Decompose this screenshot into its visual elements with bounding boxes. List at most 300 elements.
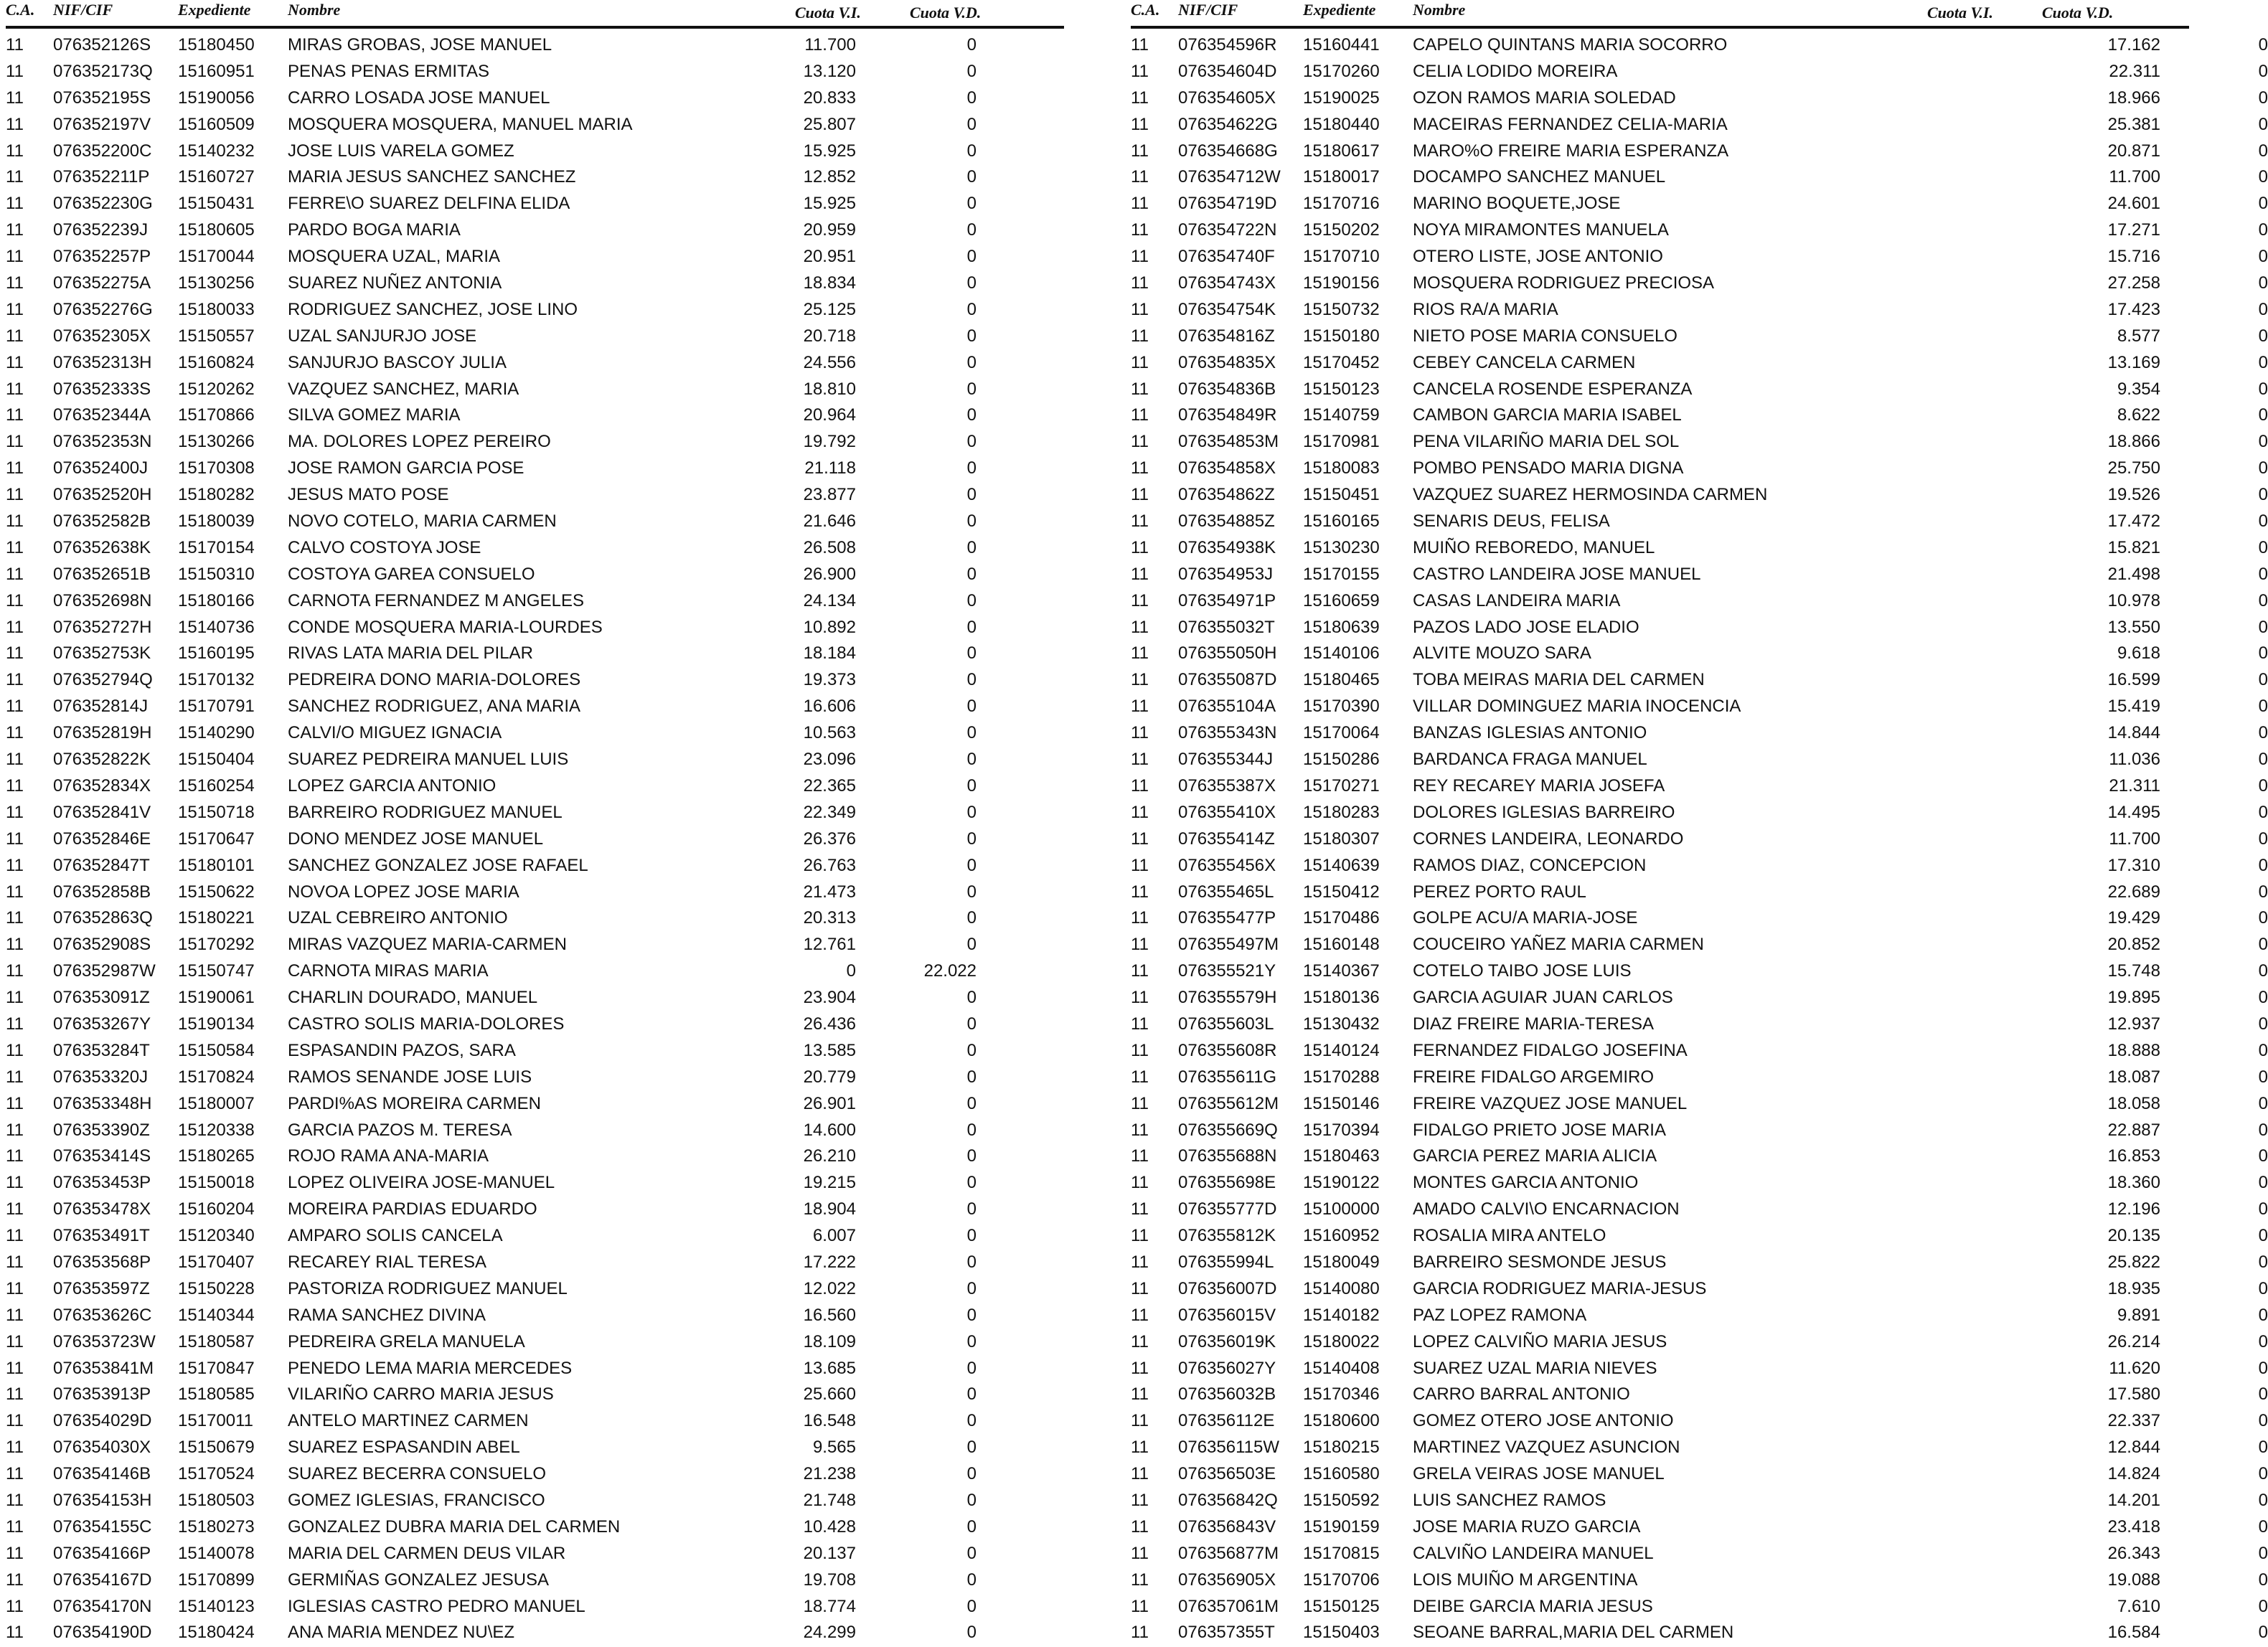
cell-cuota-vd: 0 — [966, 750, 977, 770]
cell-expediente: 15170271 — [1303, 775, 1380, 796]
cell-ca: 11 — [1131, 670, 1149, 690]
cell-cuota-vd: 0 — [2258, 167, 2268, 187]
cell-cuota-vd: 0 — [2258, 750, 2268, 770]
cell-expediente: 15180282 — [178, 485, 255, 505]
cell-nombre: UZAL CEBREIRO ANTONIO — [288, 908, 508, 928]
cell-nombre: NIETO POSE MARIA CONSUELO — [1413, 326, 1678, 346]
cell-expediente: 15140123 — [178, 1596, 255, 1616]
table-row — [6, 585, 1064, 611]
cell-nombre: DOCAMPO SANCHEZ MANUEL — [1413, 167, 1666, 187]
cell-nif: 076352834X — [53, 775, 151, 796]
cell-cuota-vd: 0 — [2258, 273, 2268, 293]
cell-ca: 11 — [1131, 1067, 1149, 1087]
table-row — [6, 1008, 1064, 1034]
cell-nombre: GARCIA PAZOS M. TERESA — [288, 1120, 512, 1140]
cell-nombre: TOBA MEIRAS MARIA DEL CARMEN — [1413, 670, 1705, 690]
table-row — [1131, 373, 2268, 400]
cell-nif: 076353913P — [53, 1384, 151, 1405]
table-row — [1131, 1273, 2268, 1299]
cell-expediente: 15180136 — [1303, 988, 1380, 1008]
cell-nombre: GARCIA AGUIAR JUAN CARLOS — [1413, 988, 1673, 1008]
cell-nombre: SANCHEZ RODRIGUEZ, ANA MARIA — [288, 697, 581, 717]
cell-nif: 076352908S — [53, 935, 151, 955]
cell-expediente: 15170524 — [178, 1464, 255, 1484]
cell-nif: 076352275A — [53, 273, 151, 293]
cell-nombre: RIVAS LATA MARIA DEL PILAR — [288, 643, 533, 664]
cell-nombre: NOVOA LOPEZ JOSE MARIA — [288, 882, 519, 902]
cell-nif: 076355050H — [1178, 643, 1277, 664]
cell-cuota-vi: 10.428 — [803, 1516, 856, 1537]
cell-cuota-vi: 14.824 — [2107, 1464, 2160, 1484]
cell-ca: 11 — [1131, 908, 1149, 928]
cell-cuota-vi: 26.901 — [803, 1093, 856, 1113]
cell-nif: 076354971P — [1178, 590, 1276, 610]
cell-ca: 11 — [1131, 405, 1149, 425]
cell-nif: 076353597Z — [53, 1278, 150, 1298]
cell-cuota-vd: 0 — [966, 988, 977, 1008]
cell-ca: 11 — [1131, 775, 1149, 796]
cell-nif: 076353723W — [53, 1331, 156, 1351]
cell-ca: 11 — [6, 220, 24, 240]
cell-ca: 11 — [6, 61, 24, 81]
cell-cuota-vd: 0 — [966, 855, 977, 875]
cell-ca: 11 — [6, 1252, 24, 1272]
cell-nif: 076355032T — [1178, 617, 1275, 637]
cell-cuota-vd: 0 — [966, 1014, 977, 1034]
cell-cuota-vi: 26.436 — [803, 1014, 856, 1034]
cell-nif: 076352814J — [53, 697, 149, 717]
table-row — [6, 55, 1064, 82]
cell-cuota-vd: 0 — [966, 670, 977, 690]
cell-nombre: BARREIRO RODRIGUEZ MANUEL — [288, 802, 563, 822]
table-row — [6, 29, 1064, 55]
cell-nif: 076352819H — [53, 723, 152, 743]
cell-ca: 11 — [6, 35, 24, 55]
cell-nif: 076355669Q — [1178, 1120, 1278, 1140]
cell-cuota-vd: 0 — [966, 35, 977, 55]
header-cuota-vi: Cuota V.I. — [1927, 4, 1993, 22]
cell-nombre: MOREIRA PARDIAS EDUARDO — [288, 1199, 537, 1219]
cell-nif: 076352841V — [53, 802, 151, 822]
table-row — [1131, 1564, 2268, 1590]
cell-nombre: MIRAS VAZQUEZ MARIA-CARMEN — [288, 935, 567, 955]
header-cuota-vi: Cuota V.I. — [795, 4, 861, 22]
cell-cuota-vd: 0 — [2258, 1305, 2268, 1325]
cell-expediente: 15170394 — [1303, 1120, 1380, 1140]
cell-nombre: GOLPE ACU/A MARIA-JOSE — [1413, 908, 1638, 928]
cell-cuota-vi: 10.563 — [803, 723, 856, 743]
cell-nombre: SEOANE BARRAL,MARIA DEL CARMEN — [1413, 1623, 1734, 1643]
table-row — [1131, 902, 2268, 928]
cell-nombre: PENEDO LEMA MARIA MERCEDES — [288, 1358, 573, 1378]
cell-expediente: 15170647 — [178, 829, 255, 849]
cell-nif: 076353267Y — [53, 1014, 151, 1034]
cell-ca: 11 — [1131, 643, 1149, 664]
table-row — [6, 505, 1064, 532]
table-row — [1131, 928, 2268, 955]
cell-cuota-vi: 18.866 — [2107, 432, 2160, 452]
header-expediente: Expediente — [178, 1, 251, 19]
cell-ca: 11 — [1131, 511, 1149, 532]
cell-expediente: 15150180 — [1303, 326, 1380, 346]
cell-ca: 11 — [6, 273, 24, 293]
cell-expediente: 15150557 — [178, 326, 255, 346]
cell-cuota-vi: 17.423 — [2107, 299, 2160, 319]
table-row — [6, 1140, 1064, 1166]
cell-nombre: PARDI%AS MOREIRA CARMEN — [288, 1093, 541, 1113]
cell-nif: 076354858X — [1178, 458, 1276, 478]
cell-ca: 11 — [6, 458, 24, 478]
table-row — [1131, 1511, 2268, 1537]
cell-cuota-vd: 0 — [966, 643, 977, 664]
cell-expediente: 15120340 — [178, 1226, 255, 1246]
cell-nif: 076352333S — [53, 379, 151, 399]
cell-nombre: CARRO BARRAL ANTONIO — [1413, 1384, 1630, 1405]
cell-nif: 076355612M — [1178, 1093, 1279, 1113]
cell-expediente: 15160952 — [1303, 1226, 1380, 1246]
table-row — [6, 823, 1064, 849]
table-row — [1131, 823, 2268, 849]
cell-nif: 076355465L — [1178, 882, 1274, 902]
table-row — [1131, 1405, 2268, 1431]
right-table — [1131, 0, 2268, 1647]
table-row — [6, 373, 1064, 400]
cell-cuota-vd: 0 — [966, 379, 977, 399]
cell-cuota-vd: 0 — [2258, 352, 2268, 372]
cell-cuota-vi: 16.584 — [2107, 1623, 2160, 1643]
cell-expediente: 15190156 — [1303, 273, 1380, 293]
cell-cuota-vd: 0 — [966, 1358, 977, 1378]
cell-nombre: CASTRO LANDEIRA JOSE MANUEL — [1413, 564, 1701, 584]
cell-ca: 11 — [6, 855, 24, 875]
cell-cuota-vi: 21.498 — [2107, 564, 2160, 584]
header-nombre: Nombre — [288, 1, 341, 19]
cell-cuota-vi: 21.238 — [803, 1464, 856, 1484]
cell-cuota-vd: 0 — [966, 1305, 977, 1325]
cell-cuota-vd: 0 — [966, 537, 977, 557]
cell-cuota-vi: 12.852 — [803, 167, 856, 187]
cell-cuota-vi: 25.807 — [803, 114, 856, 134]
cell-ca: 11 — [1131, 697, 1149, 717]
cell-nombre: LOIS MUIÑO M ARGENTINA — [1413, 1570, 1638, 1590]
cell-cuota-vd: 0 — [2258, 564, 2268, 584]
cell-cuota-vi: 18.834 — [803, 273, 856, 293]
cell-ca: 11 — [1131, 247, 1149, 267]
cell-nombre: MOSQUERA MOSQUERA, MANUEL MARIA — [288, 114, 633, 134]
cell-nif: 076355611G — [1178, 1067, 1277, 1087]
cell-cuota-vd: 0 — [2258, 379, 2268, 399]
table-row — [6, 320, 1064, 346]
cell-ca: 11 — [6, 1516, 24, 1537]
cell-nif: 076357355T — [1178, 1623, 1275, 1643]
cell-cuota-vi: 12.196 — [2107, 1199, 2160, 1219]
table-row — [6, 611, 1064, 638]
cell-expediente: 15150228 — [178, 1278, 255, 1298]
cell-cuota-vd: 0 — [966, 299, 977, 319]
table-row — [1131, 1378, 2268, 1405]
table-row — [1131, 1431, 2268, 1458]
cell-cuota-vi: 17.222 — [803, 1252, 856, 1272]
cell-nombre: CARNOTA MIRAS MARIA — [288, 961, 489, 981]
cell-nombre: MUIÑO REBOREDO, MANUEL — [1413, 537, 1655, 557]
table-row — [1131, 108, 2268, 135]
table-row — [1131, 770, 2268, 796]
cell-cuota-vd: 0 — [966, 1120, 977, 1140]
cell-cuota-vd: 0 — [2258, 88, 2268, 108]
cell-cuota-vi: 16.560 — [803, 1305, 856, 1325]
cell-cuota-vd: 0 — [2258, 1411, 2268, 1431]
table-row — [6, 1511, 1064, 1537]
cell-nombre: COSTOYA GAREA CONSUELO — [288, 564, 535, 584]
table-row — [1131, 1458, 2268, 1484]
cell-expediente: 15160254 — [178, 775, 255, 796]
cell-nombre: CARRO LOSADA JOSE MANUEL — [288, 88, 550, 108]
cell-nif: 076355344J — [1178, 750, 1274, 770]
table-row — [6, 690, 1064, 717]
cell-cuota-vi: 17.162 — [2107, 35, 2160, 55]
cell-cuota-vd: 0 — [966, 564, 977, 584]
cell-ca: 11 — [6, 352, 24, 372]
cell-ca: 11 — [6, 141, 24, 161]
cell-nif: 076352200C — [53, 141, 152, 161]
cell-expediente: 15180273 — [178, 1516, 255, 1537]
table-row — [1131, 161, 2268, 187]
cell-nombre: FREIRE VAZQUEZ JOSE MANUEL — [1413, 1093, 1688, 1113]
cell-cuota-vd: 0 — [2258, 1120, 2268, 1140]
cell-expediente: 15150747 — [178, 961, 255, 981]
cell-expediente: 15150018 — [178, 1173, 255, 1193]
cell-nif: 076352313H — [53, 352, 152, 372]
cell-cuota-vi: 26.763 — [803, 855, 856, 875]
cell-nombre: FIDALGO PRIETO JOSE MARIA — [1413, 1120, 1666, 1140]
cell-ca: 11 — [1131, 61, 1149, 81]
cell-ca: 11 — [6, 1596, 24, 1616]
table-row — [1131, 399, 2268, 425]
header-nif: NIF/CIF — [53, 1, 113, 19]
cell-nif: 076356877M — [1178, 1543, 1279, 1563]
cell-cuota-vd: 0 — [2258, 1067, 2268, 1087]
table-row — [1131, 1114, 2268, 1141]
cell-cuota-vd: 0 — [2258, 1623, 2268, 1643]
cell-nif: 076356007D — [1178, 1278, 1277, 1298]
cell-nif: 076354816Z — [1178, 326, 1275, 346]
cell-cuota-vd: 0 — [966, 697, 977, 717]
cell-nombre: RAMA SANCHEZ DIVINA — [288, 1305, 486, 1325]
cell-cuota-vd: 0 — [966, 458, 977, 478]
cell-nif: 076355410X — [1178, 802, 1276, 822]
cell-nif: 076352638K — [53, 537, 151, 557]
cell-cuota-vd: 0 — [966, 935, 977, 955]
header-ca: C.A. — [1131, 1, 1160, 19]
cell-nombre: CANCELA ROSENDE ESPERANZA — [1413, 379, 1693, 399]
cell-cuota-vi: 14.201 — [2107, 1490, 2160, 1510]
cell-cuota-vi: 10.978 — [2107, 590, 2160, 610]
cell-ca: 11 — [1131, 1305, 1149, 1325]
cell-cuota-vi: 24.601 — [2107, 194, 2160, 214]
cell-ca: 11 — [6, 564, 24, 584]
cell-cuota-vd: 0 — [2258, 961, 2268, 981]
cell-expediente: 15170132 — [178, 670, 255, 690]
cell-nombre: DONO MENDEZ JOSE MANUEL — [288, 829, 544, 849]
cell-cuota-vd: 0 — [966, 1411, 977, 1431]
cell-expediente: 15180265 — [178, 1146, 255, 1166]
table-row — [1131, 505, 2268, 532]
cell-expediente: 15170260 — [1303, 61, 1380, 81]
cell-ca: 11 — [6, 723, 24, 743]
cell-cuota-vd: 22.022 — [923, 961, 977, 981]
cell-cuota-vd: 0 — [2258, 432, 2268, 452]
table-row — [6, 1484, 1064, 1511]
cell-cuota-vd: 0 — [2258, 882, 2268, 902]
table-row — [1131, 717, 2268, 743]
cell-ca: 11 — [6, 1226, 24, 1246]
cell-cuota-vd: 0 — [2258, 1252, 2268, 1272]
cell-expediente: 15170346 — [1303, 1384, 1380, 1405]
cell-nombre: SENARIS DEUS, FELISA — [1413, 511, 1610, 532]
cell-cuota-vd: 0 — [2258, 1358, 2268, 1378]
cell-cuota-vi: 26.210 — [803, 1146, 856, 1166]
table-row — [1131, 478, 2268, 505]
table-row — [1131, 1616, 2268, 1643]
cell-ca: 11 — [1131, 988, 1149, 1008]
cell-expediente: 15170981 — [1303, 432, 1380, 452]
cell-nif: 076355087D — [1178, 670, 1277, 690]
cell-cuota-vi: 20.871 — [2107, 141, 2160, 161]
cell-nombre: VILLAR DOMINGUEZ MARIA INOCENCIA — [1413, 697, 1741, 717]
cell-expediente: 15180215 — [1303, 1438, 1380, 1458]
cell-cuota-vi: 19.429 — [2107, 908, 2160, 928]
cell-ca: 11 — [6, 299, 24, 319]
cell-expediente: 15160580 — [1303, 1464, 1380, 1484]
cell-expediente: 15140736 — [178, 617, 255, 637]
cell-cuota-vd: 0 — [2258, 643, 2268, 664]
cell-nif: 076353453P — [53, 1173, 151, 1193]
table-row — [6, 981, 1064, 1008]
cell-cuota-vd: 0 — [2258, 988, 2268, 1008]
cell-ca: 11 — [6, 908, 24, 928]
cell-nif: 076354030X — [53, 1438, 151, 1458]
cell-nif: 076352727H — [53, 617, 152, 637]
cell-ca: 11 — [6, 432, 24, 452]
cell-cuota-vi: 19.373 — [803, 670, 856, 690]
cell-ca: 11 — [6, 247, 24, 267]
cell-cuota-vd: 0 — [966, 1384, 977, 1405]
cell-cuota-vd: 0 — [966, 352, 977, 372]
cell-nif: 076354862Z — [1178, 485, 1275, 505]
table-row — [1131, 425, 2268, 452]
cell-nombre: VILARIÑO CARRO MARIA JESUS — [288, 1384, 554, 1405]
cell-cuota-vd: 0 — [966, 1438, 977, 1458]
cell-nombre: ALVITE MOUZO SARA — [1413, 643, 1591, 664]
cell-ca: 11 — [1131, 1464, 1149, 1484]
cell-nombre: JOSE RAMON GARCIA POSE — [288, 458, 524, 478]
cell-expediente: 15180083 — [1303, 458, 1380, 478]
table-row — [6, 743, 1064, 770]
table-row — [1131, 452, 2268, 478]
cell-expediente: 15180007 — [178, 1093, 255, 1113]
cell-cuota-vd: 0 — [2258, 1490, 2268, 1510]
table-row — [1131, 1246, 2268, 1273]
cell-ca: 11 — [6, 988, 24, 1008]
cell-ca: 11 — [6, 829, 24, 849]
cell-cuota-vi: 18.888 — [2107, 1040, 2160, 1060]
cell-nombre: ANTELO MARTINEZ CARMEN — [288, 1411, 529, 1431]
cell-cuota-vd: 0 — [2258, 855, 2268, 875]
cell-nif: 076355688N — [1178, 1146, 1277, 1166]
cell-cuota-vd: 0 — [966, 1623, 977, 1643]
cell-cuota-vd: 0 — [2258, 220, 2268, 240]
cell-expediente: 15170815 — [1303, 1543, 1380, 1563]
cell-cuota-vi: 8.577 — [2117, 326, 2160, 346]
cell-cuota-vd: 0 — [2258, 1384, 2268, 1405]
cell-cuota-vd: 0 — [966, 1067, 977, 1087]
cell-cuota-vd: 0 — [2258, 1040, 2268, 1060]
cell-nombre: REY RECAREY MARIA JOSEFA — [1413, 775, 1665, 796]
cell-ca: 11 — [6, 326, 24, 346]
cell-cuota-vd: 0 — [2258, 141, 2268, 161]
cell-cuota-vd: 0 — [2258, 829, 2268, 849]
cell-expediente: 15190122 — [1303, 1173, 1380, 1193]
cell-cuota-vi: 23.418 — [2107, 1516, 2160, 1537]
cell-ca: 11 — [1131, 1120, 1149, 1140]
cell-expediente: 15170044 — [178, 247, 255, 267]
cell-nombre: RAMOS DIAZ, CONCEPCION — [1413, 855, 1647, 875]
cell-cuota-vi: 21.748 — [803, 1490, 856, 1510]
table-row — [6, 240, 1064, 267]
cell-ca: 11 — [6, 194, 24, 214]
cell-expediente: 15170824 — [178, 1067, 255, 1087]
cell-ca: 11 — [1131, 299, 1149, 319]
table-header — [1131, 0, 2189, 29]
table-row — [6, 849, 1064, 876]
table-row — [6, 902, 1064, 928]
cell-ca: 11 — [1131, 802, 1149, 822]
table-row — [6, 1458, 1064, 1484]
cell-nif: 076352520H — [53, 485, 152, 505]
cell-nombre: BARREIRO SESMONDE JESUS — [1413, 1252, 1667, 1272]
cell-nif: 076356842Q — [1178, 1490, 1278, 1510]
table-row — [6, 452, 1064, 478]
cell-nombre: CAPELO QUINTANS MARIA SOCORRO — [1413, 35, 1728, 55]
cell-cuota-vd: 0 — [966, 829, 977, 849]
table-row — [6, 876, 1064, 902]
cell-nif: 076355456X — [1178, 855, 1276, 875]
cell-nif: 076352257P — [53, 247, 151, 267]
cell-expediente: 15170155 — [1303, 564, 1380, 584]
cell-cuota-vd: 0 — [2258, 617, 2268, 637]
cell-expediente: 15150146 — [1303, 1093, 1380, 1113]
cell-cuota-vd: 0 — [2258, 802, 2268, 822]
cell-cuota-vd: 0 — [966, 882, 977, 902]
cell-cuota-vi: 21.118 — [804, 458, 856, 478]
cell-nif: 076354853M — [1178, 432, 1279, 452]
cell-cuota-vd: 0 — [966, 167, 977, 187]
cell-expediente: 15140639 — [1303, 855, 1380, 875]
cell-cuota-vi: 18.966 — [2107, 88, 2160, 108]
table-row — [6, 955, 1064, 981]
table-row — [1131, 664, 2268, 690]
cell-nombre: SUAREZ PEDREIRA MANUEL LUIS — [288, 750, 569, 770]
cell-ca: 11 — [6, 1438, 24, 1458]
table-row — [1131, 135, 2268, 161]
table-row — [6, 796, 1064, 823]
cell-cuota-vd: 0 — [2258, 775, 2268, 796]
cell-expediente: 15150451 — [1303, 485, 1380, 505]
table-row — [1131, 1034, 2268, 1061]
cell-ca: 11 — [6, 1093, 24, 1113]
table-row — [1131, 1061, 2268, 1087]
table-row — [1131, 1193, 2268, 1219]
